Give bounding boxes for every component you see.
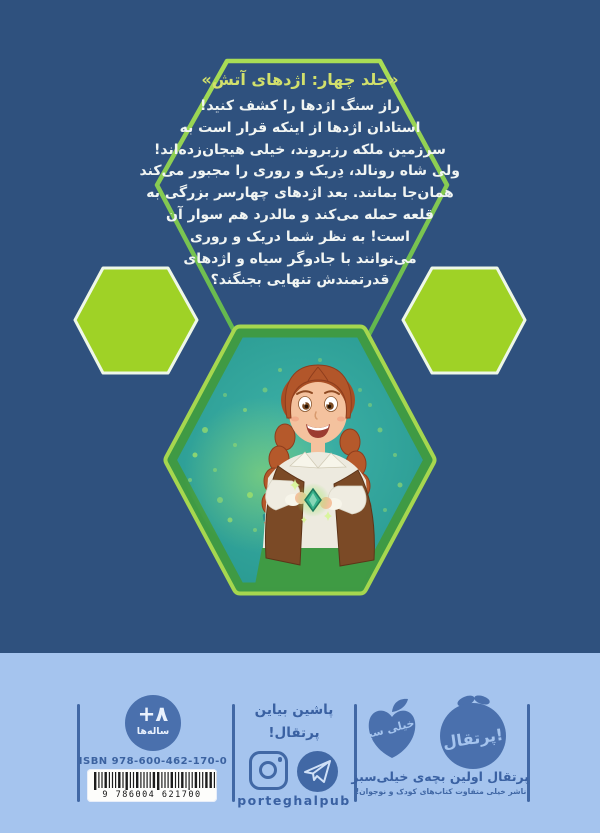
- khayli-sabz-logo: [363, 695, 421, 773]
- publisher-tagline: پرتقال اولین بچه‌ی خیلی‌سبز: [351, 769, 529, 784]
- porteghal-logo: [433, 693, 513, 775]
- instagram-icon: [249, 751, 288, 790]
- blurb-line: ولی شاه رونالد، دِریک و روری را مجبور می‌کند: [139, 163, 460, 180]
- blurb-line: همان‌جا بمانند. بعد اژدهای چهارسر بزرگی به: [146, 185, 454, 202]
- blurb-line: راز سنگ اژدها را کشف کنید!: [199, 98, 401, 114]
- divider: [77, 704, 80, 802]
- blurb-line: می‌توانند با جادوگر سیاه و اژدهای: [183, 250, 417, 267]
- instagram-dot: [278, 757, 283, 762]
- porteghal-logo-text: پرتقال!: [441, 724, 505, 753]
- age-badge-number: +۸: [137, 702, 169, 726]
- barcode-bars: [87, 769, 217, 790]
- khayli-sabz-logo-text: خیلی سبز!: [363, 715, 421, 743]
- age-badge: [125, 695, 181, 751]
- social-line2: پرتقال!: [268, 725, 320, 741]
- social-call-to-action: [238, 699, 350, 745]
- age-badge-label: ساله‌ها: [136, 726, 170, 737]
- blurb-line: است! به نظر شما دریک و روری: [190, 228, 410, 245]
- isbn-label: ISBN 978-600-462-170-0: [78, 756, 228, 767]
- back-cover-blurb: [140, 70, 460, 292]
- blurb-line: استادان اژدها از اینکه قرار است به: [179, 119, 421, 136]
- blurb-line: قدرتمندش تنهایی بجنگند؟: [210, 272, 390, 289]
- telegram-icon: [297, 751, 338, 792]
- barcode-digits: 9 786004 621700: [102, 790, 202, 800]
- barcode: [87, 769, 217, 802]
- left-blush: [291, 417, 299, 422]
- social-line1: پاشین بیاین: [254, 702, 334, 718]
- divider: [232, 704, 235, 802]
- instagram-lens: [259, 761, 277, 779]
- right-blush: [337, 417, 345, 422]
- social-handle: porteghalpub: [237, 793, 351, 808]
- publisher-subtitle: ناشر خیلی متفاوت کتاب‌های کودک و نوجوان!: [355, 787, 527, 796]
- footer-band: [0, 653, 600, 833]
- volume-title: «جلد چهار: اژدهای آتش»: [201, 70, 399, 89]
- blurb-line: قلعه حمله می‌کند و مالدرد هم سوار آن: [166, 206, 434, 223]
- blurb-line: سرزمین ملکه رزبروند، خیلی هیجان‌زده‌اند!: [154, 141, 446, 158]
